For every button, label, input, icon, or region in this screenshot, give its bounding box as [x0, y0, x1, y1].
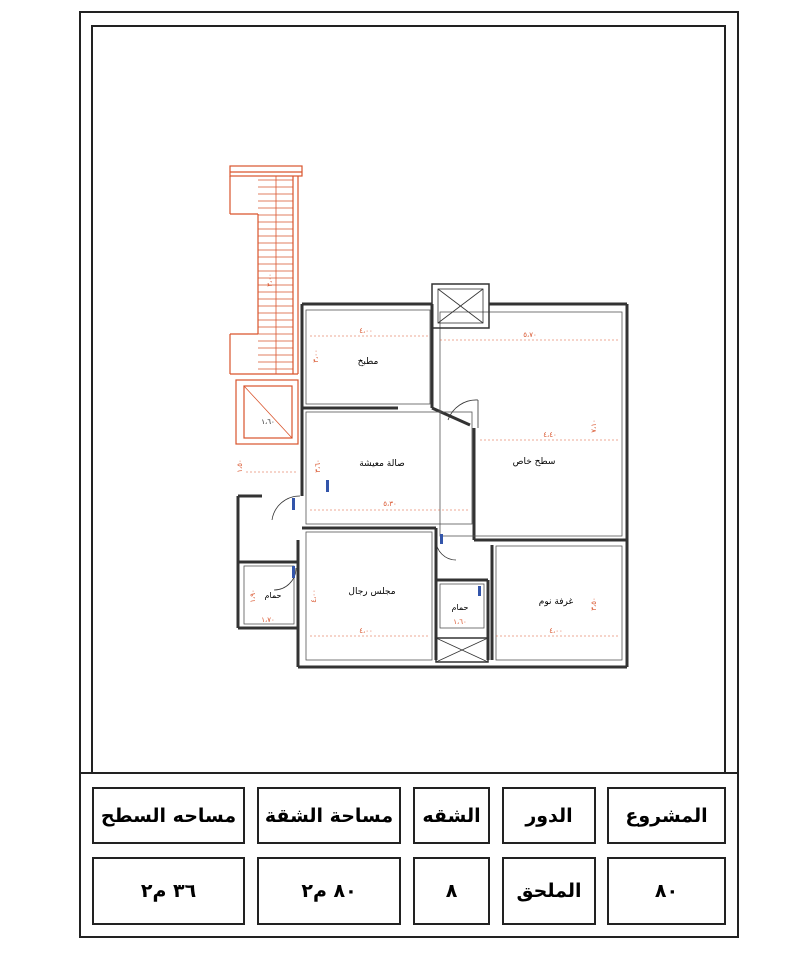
value-roof-area: [92, 857, 245, 925]
dim-living-height: ٣،٦٠: [314, 459, 322, 473]
header-project-label: المشروع: [625, 804, 708, 827]
value-apartment: [413, 857, 490, 925]
dim-bath-left-height: ١،٩٠: [249, 589, 257, 603]
dim-majlis-height: ٤،٠٠: [310, 589, 318, 603]
dim-roof-top: ٥،٧٠: [523, 331, 537, 339]
dim-roof-mid: ٤،٤٠: [543, 431, 557, 439]
value-apartment-area-text: ٨٠ م٢: [301, 880, 357, 902]
header-apartment: [413, 787, 490, 844]
room-label-bath-mid: حمام: [451, 603, 469, 612]
stair-treads: [258, 180, 293, 369]
room-label-kitchen: مطبخ: [357, 357, 379, 367]
dim-living-width: ٥،٣٠: [383, 500, 397, 508]
dim-bedroom-height: ٣،٥٠: [590, 597, 598, 611]
dim-majlis-width: ٤،٠٠: [359, 627, 373, 635]
room-label-majlis: مجلس رجال: [348, 587, 396, 597]
value-apartment-area: [257, 857, 401, 925]
header-floor: [502, 787, 596, 844]
header-floor-label: الدور: [525, 804, 573, 827]
header-roof-area-label: مساحه السطح: [100, 804, 237, 827]
elevator-dimension: ١،٦٠: [261, 418, 275, 426]
stair-length-dimension: ٣،٠٠: [266, 273, 274, 287]
header-apartment-label: الشقه: [422, 804, 481, 827]
header-roof-area: [92, 787, 245, 844]
ventilation-shaft-top: [432, 284, 489, 328]
header-project: [607, 787, 726, 844]
dim-kitchen-height: ٣،٠٠: [312, 349, 320, 363]
room-label-living: صالة معيشة: [359, 459, 405, 469]
room-label-roof: سطح خاص: [512, 457, 556, 467]
elevator-shaft: [236, 380, 298, 444]
dim-corridor-height: ١،٥٠: [236, 459, 244, 473]
value-project-text: ٨٠: [654, 880, 679, 902]
header-apartment-area-label: مساحة الشقة: [264, 804, 394, 827]
dim-bedroom-width: ٤،٠٠: [549, 627, 563, 635]
staircase: [230, 166, 302, 374]
value-floor: [502, 857, 596, 925]
dim-roof-height: ٧،١٠: [590, 419, 598, 433]
walls: [238, 304, 627, 667]
value-apartment-text: ٨: [445, 880, 458, 902]
drawing-frame: [92, 26, 725, 773]
value-project: [607, 857, 726, 925]
dim-bath-left-width: ١،٧٠: [261, 616, 275, 624]
room-label-bath-left: حمام: [264, 591, 282, 600]
dim-bath-mid-width: ١،٦٠: [453, 618, 467, 626]
value-roof-area-text: ٣٦ م٢: [140, 880, 197, 902]
dim-kitchen-width: ٤،٠٠: [359, 327, 373, 335]
header-apartment-area: [257, 787, 401, 844]
value-floor-text: الملحق: [516, 880, 582, 902]
room-label-bedroom: غرفة نوم: [538, 597, 574, 607]
ventilation-shaft-bottom: [436, 638, 488, 662]
